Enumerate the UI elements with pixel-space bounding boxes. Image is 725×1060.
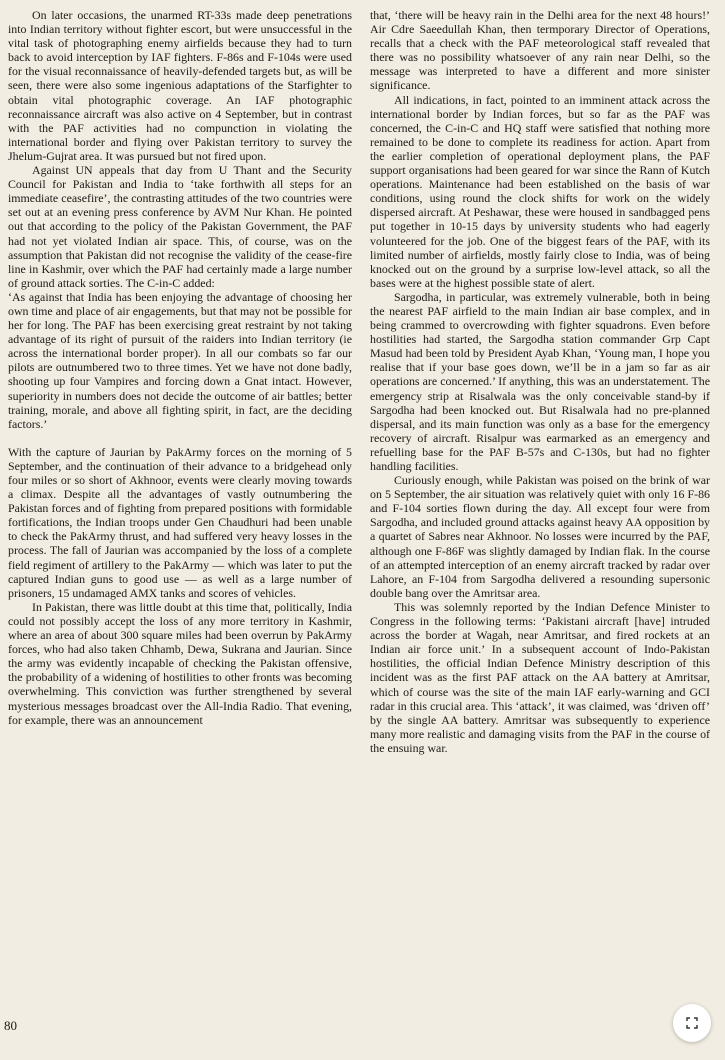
page-number: 80	[4, 1018, 17, 1033]
paragraph: With the capture of Jaurian by PakArmy forces on the morning of 5 September, and the continuation of their advance to a bridgehead only four miles or so short of Akhnoor, events were clearly moving towards a climax. Despite all the advantages of vastly outnumbering the Pakistan forces and of fighting from prepared positions with formidable fortifications, the Indian troops under Gen Chaudhuri had been unable to check the PakArmy thrust, and had suffered very heavy losses in the process. The fall of Jaurian was accompanied by the loss of a complete field regiment of artillery to the PakArmy — which was later to put the captured Indian guns to good use — as well as a large number of prisoners, 15 undamaged AMX tanks and scores of vehicles.	[8, 444, 352, 600]
paragraph: Against UN appeals that day from U Thant and the Security Council for Pakistan and India to ‘take forthwith all steps for an immediate ceasefire’, the contrasting attitudes of the two countries were set out at an evening press conference by AVM Nur Khan. He pointed out that according to the policy of the Pakistan Government, the PAF had not yet violated Indian air space. This, of course, was on the assumption that Pakistan did not recognise the validity of the cease-fire line in Kashmir, over which the PAF had certainly made a large number of ground attack sorties. The C-in-C added:	[8, 163, 352, 290]
paragraph: Sargodha, in particular, was extremely vulnerable, both in being the nearest PAF airfield to the main Indian air base complex, and in being crammed to overcrowding with fighter squadrons. Even before hostilities had started, the Sargodha station commander Grp Capt Masud had been told by President Ayab Khan, ‘Young man, I hope you realise that if your base goes down, we’ll be in a jam so far as air operations are concerned.’ If anything, this was an understatement. The emergency strip at Risalwala was the only conceivable stand-by if Sargodha had been knocked out. But Risalwala had no pre-planned dispersal, and its main function was only as a base for the emergency recovery of aircraft. Risalpur was earmarked as an emergency and refuelling base for the PAF B-57s and C-130s, but had no fighter handling facilities.	[370, 289, 710, 473]
paragraph: This was solemnly reported by the Indian Defence Minister to Congress in the following terms: ‘Pakistani aircraft [have] intruded across the border at Wagah, near Amritsar, and fired rockets at an Indian air force unit.’ In a subsequent account of Indo-Pakistan hostilities, the official Indian Defence Ministry description of this incident was as the first PAF attack on the AA battery at Amritsar, which of course was the site of the main IAF early-warning and GCI radar in this crucial area. This ‘attack’, it was claimed, was ‘driven off’ by the single AA battery. Amritsar was subsequently to experience many more realistic and damaging visits from the PAF in the course of the ensuing war.	[370, 599, 710, 755]
expand-icon	[686, 1017, 698, 1029]
paragraph: In Pakistan, there was little doubt at this time that, politically, India could not possibly accept the loss of any more territory in Kashmir, where an area of about 300 square miles had been overrun by PakArmy forces, who had also taken Chhamb, Dewa, Sukrana and Jaurian. Since the army was evidently incapable of checking the Pakistan offensive, the probability of a widening of hostilities to other fronts was becoming overwhelming. This conviction was further strengthened by several mysterious messages broadcast over the All-India Radio. That evening, for example, there was an announcement	[8, 599, 352, 727]
fullscreen-button[interactable]	[673, 1004, 711, 1042]
quotation-paragraph: ‘As against that India has been enjoying the advantage of choosing her own time and place of air engagements, but that may not be possible for her for long. The PAF has been exercising great restraint by not taking advantage of its right of pursuit of the raiders into Indian territory (ie across the international border proper). In all our combats so far our pilots are outnumbered two to three times. Yet we have not done badly, shooting up four Vampires and forcing down a Gnat intact. However, superiority in numbers does not decide the outcome of air battles; better training, morale, and above all fighting spirit, in fact, are the deciding factors.’	[8, 289, 352, 431]
paragraph: that, ‘there will be heavy rain in the Delhi area for the next 48 hours!’ Air Cdre Saeedullah Khan, then termporary Director of Operations, recalls that a check with the PAF meteorological staff revealed that there was no possibility whatsoever of any rain near Delhi, so the message was interpreted to have a different and more sinister significance.	[370, 8, 710, 93]
right-text-column	[370, 8, 710, 755]
paragraph: Curiously enough, while Pakistan was poised on the brink of war on 5 September, the air situation was relatively quiet with only 16 F-86 and F-104 sorties flown during the day. All except four were from Sargodha, and included ground attacks against heavy AA opposition by a quartet of Sabres near Akhnoor. No losses were incurred by the PAF, although one F-86F was slightly damaged by Indian flak. In the course of an attempted interception of an enemy aircraft tracked by radar over Lahore, an F-104 from Sargodha delivered a resounding supersonic double bang over the Amritsar area.	[370, 473, 710, 600]
paragraph: All indications, in fact, pointed to an imminent attack across the international border by Indian forces, but so far as the PAF was concerned, the C-in-C and HQ staff were satisfied that nothing more remained to be done to complete its readiness for action. Apart from the earlier completion of operational deployment plans, the PAF support organisations had been geared for war since the Rann of Kutch operations. Maintenance had been established on the basis of war conditions, using round the clock shifts for work on the widely dispersed aircraft. At Peshawar, these were housed in sandbagged pens put together in 10-15 days by university students who had eagerly volunteered for the job. One of the biggest fears of the PAF, with its limited number of airfields, mostly fairly close to India, was of being knocked out on the ground by a surprise low-level attack, so all the bases were at the highest possible state of alert.	[370, 92, 710, 290]
paragraph: On later occasions, the unarmed RT-33s made deep penetrations into Indian territory without fighter escort, but were unsuccessful in the vital task of photographing enemy airfields because they had to turn back to avoid interception by IAF fighters. F-86s and F-104s were used for the visual reconnaissance of heavily-defended targets but, as will be seen, there were also some ingenious adaptations of the Starfighter to obtain vital photographic coverage. An IAF photographic reconnaissance aircraft was also active on 4 September, but in contrast with the PAF activities had no compunction in violating the international border and flying over Pakistan territory to survey the Jhelum-Gujrat area. It was pursued but not fired upon.	[8, 8, 352, 163]
left-text-column	[8, 8, 352, 727]
